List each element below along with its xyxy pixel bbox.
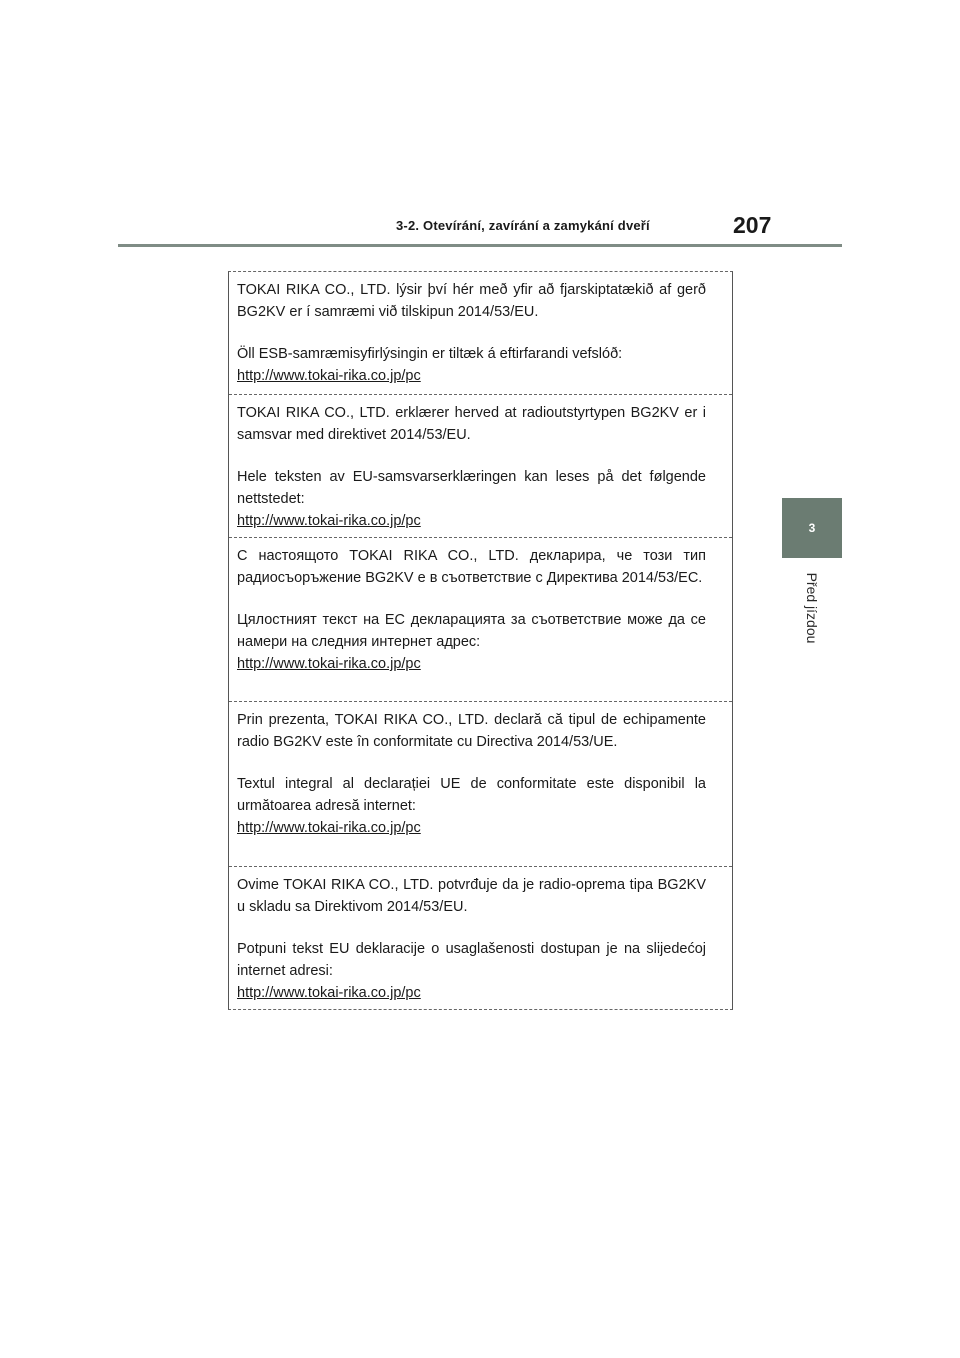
declaration-norwegian (229, 395, 732, 538)
declaration-url-link[interactable]: http://www.tokai-rika.co.jp/pc (237, 513, 421, 529)
page-number: 207 (733, 212, 772, 238)
declaration-bulgarian (229, 538, 732, 702)
declaration-availability: Textul integral al declarației UE de conformitate este disponibil la următoarea adresă internet: (237, 776, 706, 814)
declaration-statement: TOKAI RIKA CO., LTD. lýsir því hér með yfir að fjarskiptatækið af gerð BG2KV er í samræmi við tilskipun 2014/53/EU. (237, 282, 706, 320)
declaration-icelandic (229, 272, 732, 395)
declaration-statement: Prin prezenta, TOKAI RIKA CO., LTD. declară că tipul de echipamente radio BG2KV este în conformitate cu Directiva 2014/53/UE. (237, 712, 706, 750)
declaration-romanian (229, 702, 732, 867)
chapter-tab (782, 498, 842, 558)
header-divider (118, 244, 842, 247)
declaration-url-link[interactable]: http://www.tokai-rika.co.jp/pc (237, 368, 421, 384)
declaration-croatian (229, 867, 732, 1009)
declaration-statement: Ovime TOKAI RIKA CO., LTD. potvrđuje da je radio-oprema tipa BG2KV u skladu sa Direktivom 2014/53/EU. (237, 877, 706, 915)
declaration-table (228, 271, 733, 1010)
chapter-label: Před jízdou (804, 572, 820, 644)
declaration-statement: С настоящото TOKAI RIKA CO., LTD. декларира, че този тип радиосъоръжение BG2KV е в съответствие с Директива 2014/53/ЕС. (237, 548, 706, 586)
section-title: 3-2. Otevírání, zavírání a zamykání dveří (396, 218, 650, 233)
declaration-availability: Öll ESB-samræmisyfirlýsingin er tiltæk á eftirfarandi vefslóð: (237, 346, 623, 362)
declaration-url-link[interactable]: http://www.tokai-rika.co.jp/pc (237, 985, 421, 1001)
declaration-availability: Potpuni tekst EU deklaracije o usaglašenosti dostupan je na slijedećoj internet adresi: (237, 941, 706, 979)
declaration-statement: TOKAI RIKA CO., LTD. erklærer herved at radioutstyrtypen BG2KV er i samsvar med direktivet 2014/53/EU. (237, 405, 706, 443)
declaration-availability: Hele teksten av EU-samsvarserklæringen kan leses på det følgende nettstedet: (237, 469, 706, 507)
declaration-url-link[interactable]: http://www.tokai-rika.co.jp/pc (237, 656, 421, 672)
declaration-url-link[interactable]: http://www.tokai-rika.co.jp/pc (237, 820, 421, 836)
declaration-availability: Цялостният текст на ЕС декларацията за съответствие може да се намери на следния интернет адрес: (237, 612, 706, 650)
chapter-number: 3 (808, 521, 816, 535)
